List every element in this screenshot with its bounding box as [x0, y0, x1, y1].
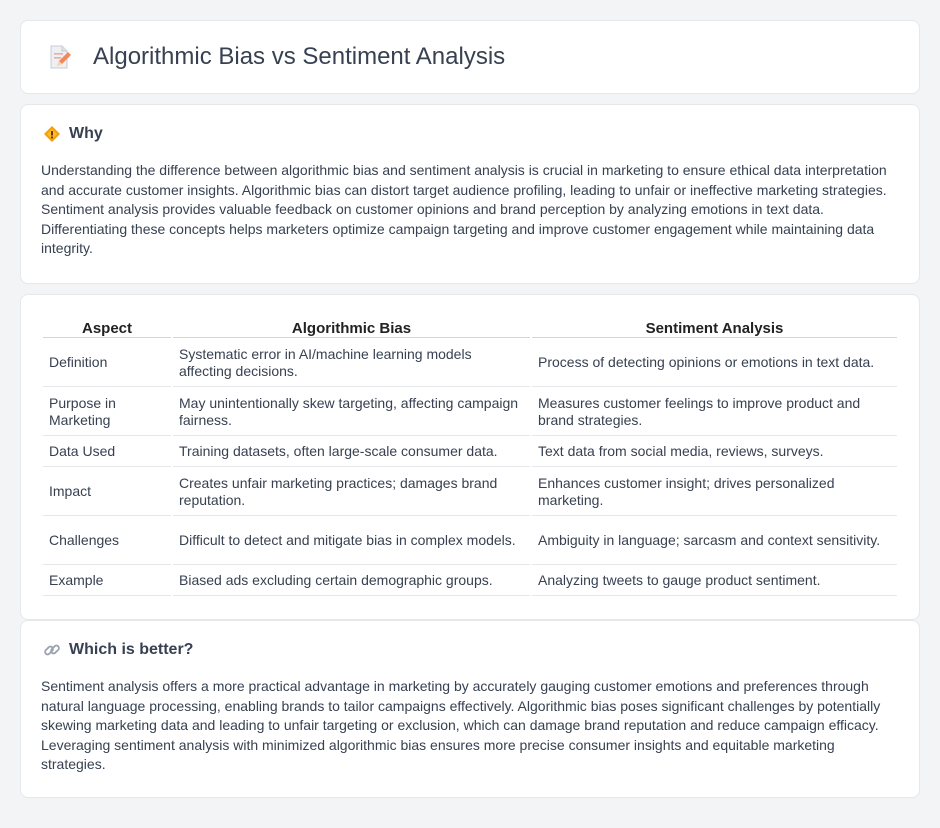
- table-cell: Difficult to detect and mitigate bias in complex models.: [173, 518, 530, 565]
- link-icon: [43, 641, 61, 659]
- table-cell: Systematic error in AI/machine learning models affecting decisions.: [173, 340, 530, 387]
- table-row: [43, 518, 897, 565]
- table-cell: Text data from social media, reviews, surveys.: [532, 438, 897, 467]
- table-cell: Measures customer feelings to improve product and brand strategies.: [532, 389, 897, 436]
- table-header-row: [43, 317, 897, 338]
- table-row: [43, 469, 897, 516]
- why-title: Why: [69, 125, 103, 142]
- header-algorithmic-bias: Algorithmic Bias: [173, 317, 530, 338]
- table-row: [43, 389, 897, 436]
- table-cell: Enhances customer insight; drives personalized marketing.: [532, 469, 897, 516]
- why-section: [20, 104, 920, 284]
- table-cell: Process of detecting opinions or emotions in text data.: [532, 340, 897, 387]
- page-title: Algorithmic Bias vs Sentiment Analysis: [93, 43, 506, 70]
- table-cell: Example: [43, 567, 171, 596]
- page-header: [20, 20, 920, 94]
- table-cell: Creates unfair marketing practices; damages brand reputation.: [173, 469, 530, 516]
- which-is-better-text: Sentiment analysis offers a more practical advantage in marketing by accurately gauging customer emotions and preferences through natural language processing, enabling brands to tailor campaigns effectively. Algorithmic bias poses significant challenges by potentially skewing marketing data and leading to unfair targeting or exclusion, which can damage brand reputation and reduce campaign efficacy. Leveraging sentiment analysis with minimized algorithmic bias ensures more precise consumer insights and equitable marketing strategies.: [41, 678, 881, 773]
- comparison-table: [41, 315, 899, 598]
- header-sentiment-analysis: Sentiment Analysis: [532, 317, 897, 338]
- comparison-table-card: [20, 294, 920, 620]
- table-row: [43, 567, 897, 596]
- table-row: [43, 340, 897, 387]
- table-cell: Biased ads excluding certain demographic groups.: [173, 567, 530, 596]
- table-cell: Challenges: [43, 518, 171, 565]
- which-is-better-title: Which is better?: [69, 641, 194, 658]
- document-pencil-icon: [45, 43, 73, 71]
- table-cell: May unintentionally skew targeting, affecting campaign fairness.: [173, 389, 530, 436]
- table-cell: Training datasets, often large-scale consumer data.: [173, 438, 530, 467]
- table-cell: Data Used: [43, 438, 171, 467]
- table-row: [43, 438, 897, 467]
- diamond-warning-icon: [43, 125, 61, 143]
- why-text: Understanding the difference between algorithmic bias and sentiment analysis is crucial in marketing to ensure ethical data interpretation and accurate customer insights. Algorithmic bias can distort target audience profiling, leading to unfair or ineffective marketing strategies. Sentiment analysis provides valuable feedback on customer opinions and brand perception by analyzing emotions in text data. Differentiating these concepts helps marketers optimize campaign targeting and improve customer engagement while maintaining data integrity.: [41, 162, 887, 257]
- header-aspect: Aspect: [43, 317, 171, 338]
- which-is-better-section: [20, 620, 920, 798]
- table-cell: Definition: [43, 340, 171, 387]
- table-cell: Impact: [43, 469, 171, 516]
- table-cell: Ambiguity in language; sarcasm and context sensitivity.: [532, 518, 897, 565]
- table-cell: Analyzing tweets to gauge product sentiment.: [532, 567, 897, 596]
- table-cell: Purpose in Marketing: [43, 389, 171, 436]
